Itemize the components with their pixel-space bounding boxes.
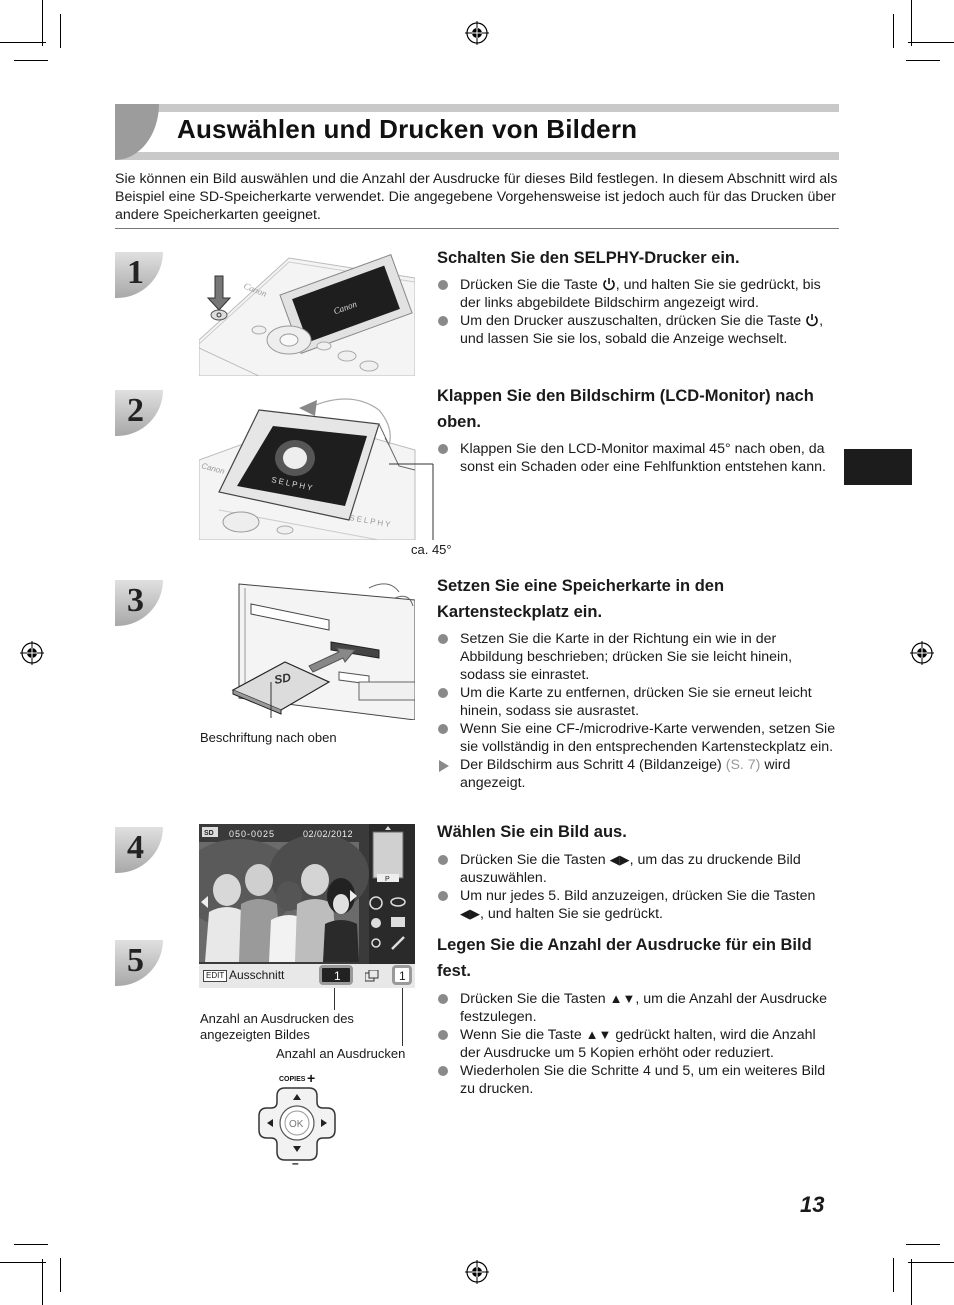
left-right-arrows-icon: ◀▶ — [609, 852, 630, 867]
step-number-4: 4 — [115, 827, 163, 873]
copies-counter — [319, 965, 353, 985]
chapter-tab — [844, 449, 912, 485]
title-banner — [115, 104, 839, 160]
intro-paragraph: Sie können ein Bild auswählen und die Anzahl der Ausdrucke für dieses Bild festlegen. In diesem Abschnitt wird als Beispiel eine SD-Speicherkarte verwendet. Die angegebene Vorgehensweise ist jedoch auch für das Drucken über andere Speicherkarten geeignet. — [115, 171, 838, 223]
registration-mark-bottom — [465, 1260, 489, 1284]
list-item: Wenn Sie eine CF-/microdrive-Karte verwenden, setzen Sie sie vollständig in den entsprechenden Kartensteckplatz ein. — [437, 720, 839, 756]
copies-value: 1 — [334, 969, 341, 983]
card-insert-illustration — [199, 578, 415, 720]
list-item: Wiederholen Sie die Schritte 4 und 5, um ein weiteres Bild zu drucken. — [437, 1062, 839, 1098]
total-caption: Anzahl an Ausdrucken — [276, 1046, 406, 1061]
printer-brand: Canon — [200, 461, 226, 477]
step-2-bullets — [437, 440, 839, 476]
left-right-arrows-icon: ◀▶ — [460, 906, 480, 921]
step-5-bullets — [437, 990, 839, 1098]
sd-card-logo: SD — [273, 670, 292, 687]
list-item: Klappen Sie den LCD-Monitor maximal 45° nach oben, da sonst ein Schaden oder eine Fehlfunktion entstehen kann. — [437, 440, 839, 476]
power-icon — [805, 313, 819, 327]
up-down-arrows-icon: ▲▼ — [585, 1027, 612, 1042]
step-number-5: 5 — [115, 940, 163, 986]
divider — [115, 228, 839, 229]
battery-label: P — [385, 876, 390, 883]
edit-label: EDIT — [203, 970, 227, 982]
printer-power-illustration — [199, 248, 415, 376]
up-down-arrows-icon: ▲▼ — [609, 991, 636, 1006]
crop-label: Ausschnitt — [229, 968, 285, 982]
step-number-1: 1 — [115, 252, 163, 298]
registration-mark-top — [465, 21, 489, 45]
print-stack-icon — [365, 970, 379, 982]
step-number-2: 2 — [115, 390, 163, 436]
file-number: 050-0025 — [229, 829, 276, 839]
printer-brand: Canon — [242, 280, 269, 299]
list-item: Setzen Sie die Karte in der Richtung ein wie in der Abbildung beschrieben; drücken Sie sie leicht hinein, sodass sie einrastet. — [437, 630, 839, 684]
lcd-screen-illustration — [199, 824, 415, 988]
card-type-badge: SD — [204, 830, 214, 837]
registration-mark-right — [910, 641, 934, 665]
copies-caption: Anzahl an Ausdrucken des angezeigten Bildes — [200, 1011, 354, 1042]
total-counter — [392, 965, 412, 985]
angle-caption: ca. 45° — [411, 542, 452, 557]
total-value: 1 — [399, 969, 406, 983]
list-item: Der Bildschirm aus Schritt 4 (Bildanzeige) (S. 7) wird angezeigt. — [437, 756, 839, 792]
copies-label: COPIES — [279, 1076, 306, 1083]
minus-label: – — [292, 1156, 299, 1168]
step-2-heading: Klappen Sie den Bildschirm (LCD-Monitor) nach oben. — [437, 387, 814, 431]
list-item: Wenn Sie die Taste ▲▼ gedrückt halten, wird die Anzahl der Ausdrucke um 5 Kopien erhöht oder reduziert. — [437, 1026, 839, 1062]
list-item: Drücken Sie die Tasten ▲▼, um die Anzahl der Ausdrucke festzulegen. — [437, 990, 839, 1026]
lcd-bottom-bar — [199, 964, 415, 988]
step-3-bullets — [437, 630, 839, 792]
capture-date: 02/02/2012 — [303, 829, 354, 839]
step-5-heading: Legen Sie die Anzahl der Ausdrucke für ein Bild fest. — [437, 936, 812, 980]
list-item: Drücken Sie die Tasten ◀▶, um das zu druckende Bild auszuwählen. — [437, 851, 839, 887]
step-number-3: 3 — [115, 580, 163, 626]
list-item: Drücken Sie die Taste , und halten Sie sie gedrückt, bis der links abgebildete Bildschirm angezeigt wird. — [437, 276, 839, 312]
card-caption: Beschriftung nach oben — [200, 730, 337, 745]
ok-label: OK — [289, 1119, 304, 1130]
screen-model-label: SELPHY — [270, 475, 316, 494]
step-4-bullets — [437, 851, 839, 923]
printer-model-label: SELPHY — [348, 513, 394, 530]
step-4-heading: Wählen Sie ein Bild aus. — [437, 823, 627, 841]
step-3-heading: Setzen Sie eine Speicherkarte in den Kartensteckplatz ein. — [437, 577, 725, 621]
lcd-tilt-illustration — [199, 390, 439, 540]
step-1-bullets — [437, 276, 839, 348]
page-reference-link[interactable]: (S. 7) — [725, 757, 761, 773]
page-title: Auswählen und Drucken von Bildern — [177, 114, 638, 144]
list-item: Um die Karte zu entfernen, drücken Sie sie erneut leicht hinein, sodass sie ausrastet. — [437, 684, 839, 720]
step-1-heading: Schalten Sie den SELPHY-Drucker ein. — [437, 249, 740, 267]
copies-keypad-illustration — [255, 1070, 339, 1168]
list-item: Um den Drucker auszuschalten, drücken Sie die Taste , und lassen Sie sie los, sobald die Anzeige wechselt. — [437, 312, 839, 348]
power-icon — [602, 277, 616, 291]
screen-brand: Canon — [332, 298, 359, 317]
list-item: Um nur jedes 5. Bild anzuzeigen, drücken Sie die Tasten ◀▶, und halten Sie sie gedrückt. — [437, 887, 839, 923]
registration-mark-left — [20, 641, 44, 665]
plus-label: + — [307, 1070, 316, 1086]
page-number: 13 — [800, 1192, 825, 1217]
